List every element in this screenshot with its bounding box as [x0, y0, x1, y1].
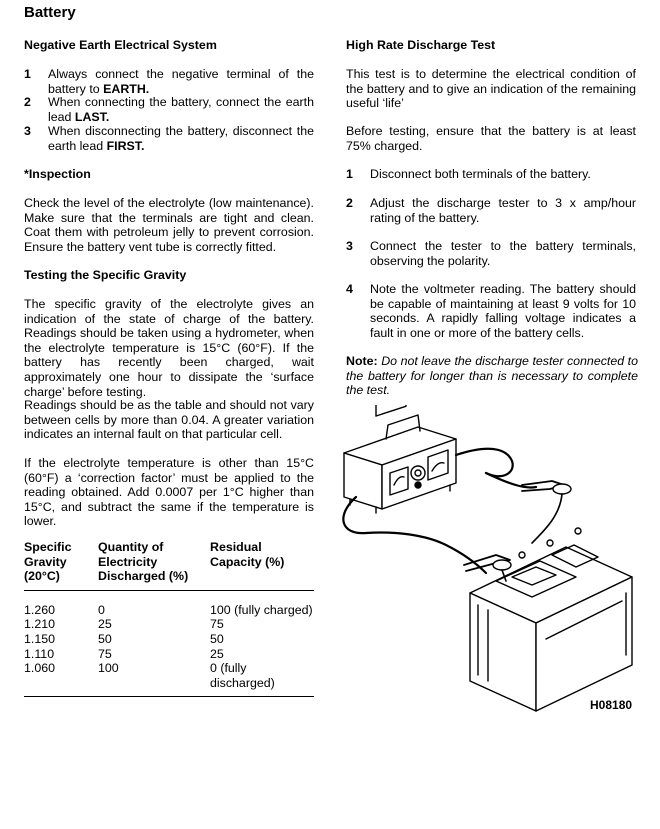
inspection-text: Check the level of the electrolyte (low maintenance). Make sure that the terminals are tight and clean. Coat them with petroleum jelly to prevent corrosion. Ensure the battery vent tube is correctly fitted.: [24, 196, 314, 254]
sg-paragraph-2: Readings should be as the table and should not vary between cells by more than 0.04. A greater variation indicates an internal fault on that particular cell.: [24, 398, 314, 442]
sg-paragraph-1: The specific gravity of the electrolyte gives an indication of the state of charge of the battery. Readings should be taken using a hydrometer, when the electrolyte temperature is 15°C (60°F). If the battery has recently been charged, wait approximately one hour to dissipate the ‘surface charge’ before testing.: [24, 297, 314, 399]
hrd-before-testing: Before testing, ensure that the battery is at least 75% charged.: [346, 124, 636, 153]
hrd-intro: This test is to determine the electrical condition of the battery and to give an indication of the remaining useful ‘life’: [346, 67, 636, 111]
figure-code: H08180: [590, 698, 633, 712]
table-cell-residual: 100 (fully charged) 75 50 25 0 (fully discharged): [210, 590, 314, 697]
column-header-quantity: Quantity of Electricity Discharged (%): [98, 540, 210, 590]
sg-paragraph-3: If the electrolyte temperature is other than 15°C (60°F) a ‘correction factor’ must be applied to the reading obtained. Add 0.0007 per 1°C higher than 15°C, and subtract the same if the temperature is lower.: [24, 456, 314, 529]
list-item: 4 Note the voltmeter reading. The battery should be capable of maintaining at least 9 volts for 10 seconds. A rapidly falling voltage indicates a fault in one or more of the battery cells.: [346, 282, 636, 340]
list-number: 4: [346, 282, 353, 296]
table-cell-quantity: 0 25 50 75 100: [98, 590, 210, 697]
note: [346, 354, 638, 398]
discharge-tester-illustration: [336, 405, 648, 717]
column-header-residual: Residual Capacity (%): [210, 540, 314, 590]
specific-gravity-table: [24, 540, 314, 697]
list-number: 1: [346, 167, 353, 181]
table-row: [24, 590, 314, 697]
note-label: Note:: [346, 354, 378, 368]
list-item: 3 When disconnecting the battery, disconnect the earth lead FIRST.: [24, 124, 314, 153]
list-item: 2 Adjust the discharge tester to 3 x amp/hour rating of the battery.: [346, 196, 636, 225]
page-title: Battery: [24, 4, 76, 21]
list-item: 1 Always connect the negative terminal of the battery to EARTH.: [24, 67, 314, 96]
list-item: 3 Connect the tester to the battery terminals, observing the polarity.: [346, 239, 636, 268]
list-number: 3: [24, 124, 31, 138]
table-header-row: [24, 540, 314, 590]
note-text: Do not leave the discharge tester connected to the battery for longer than is necessary to complete the test.: [346, 354, 638, 398]
list-number: 1: [24, 67, 31, 81]
battery-icon: [470, 484, 632, 711]
list-number: 3: [346, 239, 353, 253]
list-item: 2 When connecting the battery, connect the earth lead LAST.: [24, 95, 314, 124]
negative-earth-heading: Negative Earth Electrical System: [24, 38, 217, 52]
inspection-heading: *Inspection: [24, 167, 91, 181]
list-number: 2: [24, 95, 31, 109]
list-number: 2: [346, 196, 353, 210]
table-cell-specific-gravity: 1.260 1.210 1.150 1.110 1.060: [24, 590, 98, 697]
discharge-tester-icon: [344, 405, 456, 513]
specific-gravity-heading: Testing the Specific Gravity: [24, 268, 187, 282]
list-item: 1 Disconnect both terminals of the battery.: [346, 167, 591, 181]
high-rate-discharge-heading: High Rate Discharge Test: [346, 38, 496, 52]
column-header-specific-gravity: Specific Gravity (20°C): [24, 540, 98, 590]
